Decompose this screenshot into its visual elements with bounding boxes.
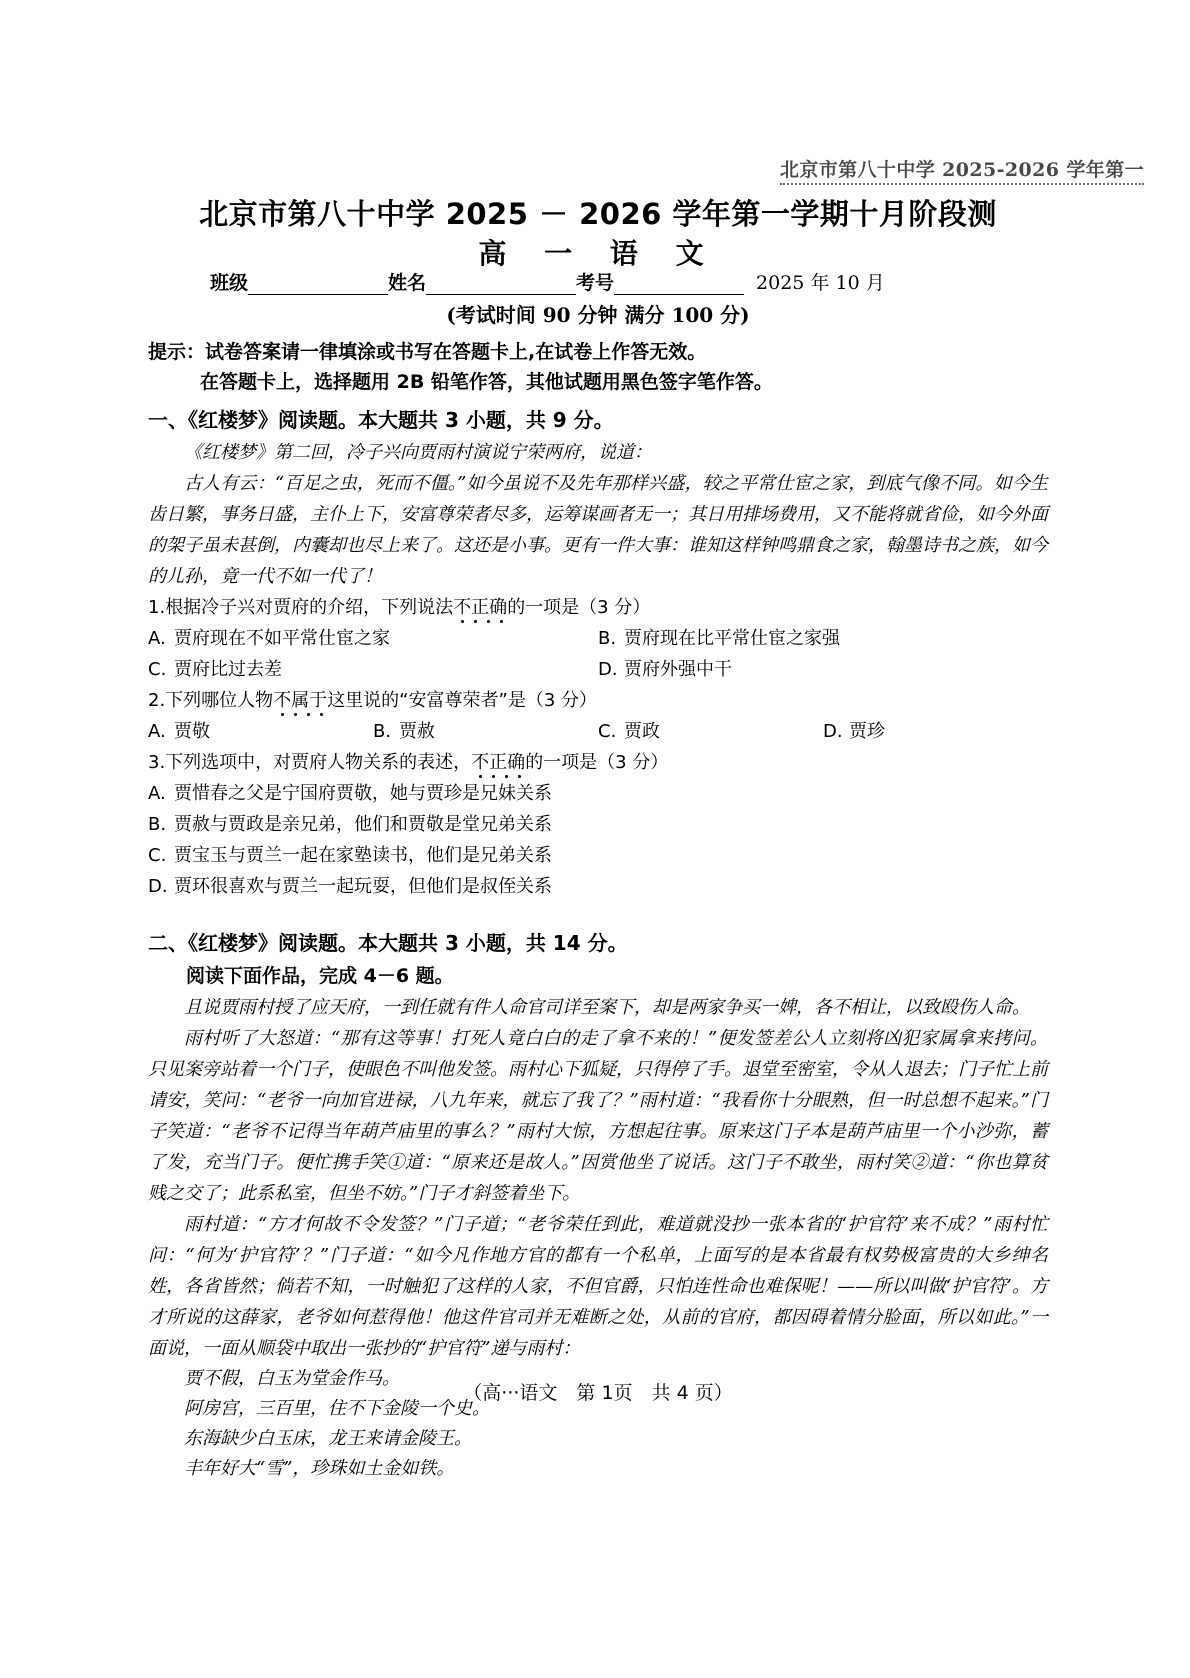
option-text: 贾敬 [174, 721, 210, 742]
huguanfu-verse-4: 丰年好大“雪”，珍珠如土金如铁。 [184, 1458, 455, 1479]
option-letter: B. [598, 628, 617, 649]
question-3-option-a[interactable] [148, 778, 1048, 809]
notice-line-1: 提示：试卷答案请一律填涂或书写在答题卡上,在试卷上作答无效。 [148, 341, 707, 363]
exam-body [148, 405, 1048, 1484]
subject-title: 高 一 语 文 [478, 237, 718, 270]
option-text: 贾珍 [849, 721, 885, 742]
option-text: 贾府比过去差 [174, 659, 282, 680]
question-3-text-before: 下列选项中，对贾府人物关系的表述， [165, 752, 472, 773]
question-3-text-after: 的一项是（3 分） [525, 752, 669, 773]
question-2-option-a[interactable] [148, 716, 373, 747]
option-text: 贾府现在不如平常仕宦之家 [174, 628, 390, 649]
question-2-text-after: 这里说的“安富尊荣者”是（3 分） [327, 690, 598, 711]
option-text: 贾府外强中干 [624, 659, 732, 680]
question-2-option-c[interactable] [598, 716, 823, 747]
page-title: 北京市第八十中学 2025 － 2026 学年第一学期十月阶段测 [199, 197, 997, 231]
exam-notice [148, 337, 1048, 397]
option-text: 贾政 [624, 721, 660, 742]
question-2-stem [148, 685, 1048, 716]
option-text: 贾赦 [399, 721, 435, 742]
section-1-passage: 古人有云：“百足之虫，死而不僵。”如今虽说不及先年那样兴盛，较之平常仕宦之家，到底气像不同。如今生齿日繁，事务日盛，主仆上下，安富尊荣者尽多，运筹谋画者无一；其日用排场费用，又不能将就省俭，如今外面的架子虽未甚倒，内囊却也尽上来了。这还是小事。更有一件大事：谁知这样钟鸣鼎食之家，翰墨诗书之族，如今的儿孙，竟一代不如一代了！ [148, 473, 1048, 587]
scanned-header-watermark: 北京市第八十中学 2025-2026 学年第一 [780, 155, 1144, 185]
exam-number-label: 考号 [576, 272, 615, 294]
option-letter: C. [148, 845, 167, 866]
option-text: 贾宝玉与贾兰一起在家塾读书，他们是兄弟关系 [174, 845, 552, 866]
option-letter: B. [373, 721, 392, 742]
name-input-blank[interactable] [426, 277, 576, 295]
exam-date: 2025 年 10 月 [756, 272, 885, 294]
option-text: 贾惜春之父是宁国府贾敬，她与贾珍是兄妹关系 [174, 783, 552, 804]
exam-number-input-blank[interactable] [614, 277, 744, 295]
question-3-option-b[interactable] [148, 809, 1048, 840]
section-divider-space [148, 902, 1048, 928]
section-2-paragraph-3: 雨村道：“方才何故不令发签？”门子道；“老爷荣任到此，难道就没抄一张本省的‘护官符’来不成？”雨村忙问：“何为‘护官符’？”门子道：“如今凡作地方官的都有一个私单，上面写的是本省最有权势极富贵的大乡绅名姓，各省皆然；倘若不知，一时触犯了这样的人家，不但官爵，只怕连性命也难保呢！——所以叫做‘护官符’。方才所说的这薛家，老爷如何惹得他！他这件官司并无难断之处，从前的官府，都因碍着情分脸面，所以如此。”一面说，一面从顺袋中取出一张抄的“护官符”递与雨村： [148, 1214, 1048, 1359]
question-1-option-a[interactable] [148, 623, 598, 654]
question-2-option-d[interactable] [823, 716, 1048, 747]
exam-duration-score: (考试时间 90 分钟 满分 100 分) [446, 303, 750, 327]
question-2-number: 2. [148, 690, 166, 711]
option-letter: A. [148, 721, 166, 742]
option-letter: D. [598, 659, 618, 680]
class-label: 班级 [210, 272, 249, 294]
class-input-blank[interactable] [248, 277, 388, 295]
question-1-stem [148, 592, 1048, 623]
section-1-lead: 《红楼梦》第二回，冷子兴向贾雨村演说宁荣两府，说道： [184, 442, 652, 463]
question-3-emphasis: 不正确 [471, 752, 526, 773]
option-letter: C. [598, 721, 617, 742]
option-letter: A. [148, 783, 166, 804]
question-2-options-row [148, 716, 1048, 747]
option-text: 贾环很喜欢与贾兰一起玩耍，但他们是叔侄关系 [174, 876, 552, 897]
option-letter: D. [823, 721, 843, 742]
question-3-number: 3. [148, 752, 166, 773]
option-letter: B. [148, 814, 167, 835]
section-2-heading: 二、《红楼梦》阅读题。本大题共 3 小题，共 14 分。 [148, 931, 628, 955]
huguanfu-verse-1: 贾不假，白玉为堂金作马。 [184, 1368, 400, 1389]
question-1-number: 1. [148, 597, 166, 618]
huguanfu-verse-2: 阿房宫，三百里，住不下金陵一个史。 [184, 1398, 490, 1419]
option-letter: C. [148, 659, 167, 680]
question-3-option-d[interactable] [148, 871, 1048, 902]
section-2-paragraph-2: 雨村听了大怒道：“那有这等事！打死人竟白白的走了拿不来的！”便发签差公人立刻将凶犯家属拿来拷问。只见案旁站着一个门子，使眼色不叫他发签。雨村心下狐疑，只得停了手。退堂至密室，令从人退去；门子忙上前请安，笑问：“老爷一向加官进禄，八九年来，就忘了我了？”雨村道：“我看你十分眼熟，但一时总想不起来。”门子笑道：“老爷不记得当年葫芦庙里的事么？”雨村大惊，方想起往事。原来这门子本是葫芦庙里一个小沙弥，蓄了发，充当门子。便忙携手笑①道：“原来还是故人。”因赏他坐了说话。这门子不敢坐，雨村笑②道：“你也算贫贱之交了；此系私室，但坐不妨。”门子才斜签着坐下。 [148, 1028, 1048, 1204]
section-1-heading: 一、《红楼梦》阅读题。本大题共 3 小题，共 9 分。 [148, 408, 614, 432]
question-3-stem [148, 747, 1048, 778]
name-label: 姓名 [388, 272, 427, 294]
option-letter: D. [148, 876, 168, 897]
question-1-option-d[interactable] [598, 654, 1048, 685]
question-2-text-before: 下列哪位人物 [165, 690, 274, 711]
question-1-option-c[interactable] [148, 654, 598, 685]
section-2-paragraph-1: 且说贾雨村授了应天府，一到任就有件人命官司详至案下，却是两家争买一婢，各不相让，以致殴伤人命。 [184, 997, 1030, 1018]
question-1-text-before: 根据冷子兴对贾府的介绍，下列说法 [165, 597, 454, 618]
option-letter: A. [148, 628, 166, 649]
question-3-option-c[interactable] [148, 840, 1048, 871]
student-info-row [210, 268, 1050, 295]
option-text: 贾赦与贾政是亲兄弟，他们和贾敬是堂兄弟关系 [174, 814, 552, 835]
question-1-emphasis: 不正确 [453, 597, 508, 618]
page-footer: （高···语文 第 1页 共 4 页） [463, 1382, 733, 1404]
question-1-text-after: 的一项是（3 分） [507, 597, 651, 618]
question-1-option-b[interactable] [598, 623, 1048, 654]
question-1-options-row-2 [148, 654, 1048, 685]
question-2-option-b[interactable] [373, 716, 598, 747]
option-text: 贾府现在比平常仕宦之家强 [624, 628, 840, 649]
huguanfu-verse-3: 东海缺少白玉床，龙王来请金陵王。 [184, 1428, 472, 1449]
question-2-emphasis: 不属于 [273, 690, 328, 711]
section-2-sub-heading: 阅读下面作品，完成 4－6 题。 [186, 965, 454, 987]
notice-line-2: 在答题卡上，选择题用 2B 铅笔作答，其他试题用黑色签字笔作答。 [200, 371, 773, 393]
question-1-options-row-1 [148, 623, 1048, 654]
